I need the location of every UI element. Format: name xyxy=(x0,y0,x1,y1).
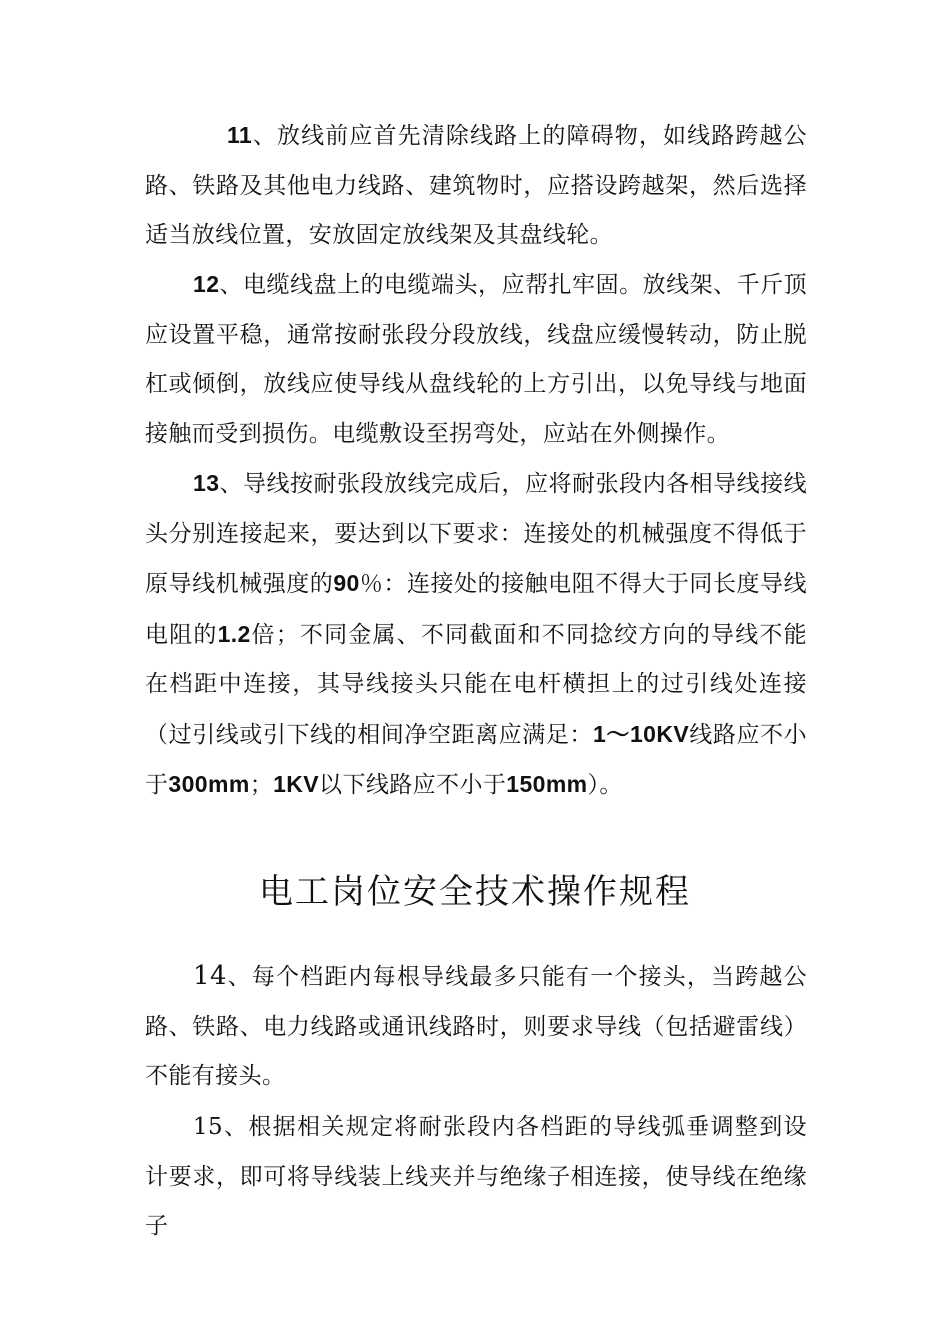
paragraph-12 xyxy=(145,260,807,459)
paragraph-number: 15 xyxy=(193,1114,224,1140)
paragraph-15 xyxy=(145,1103,807,1252)
paragraph-number: 12 xyxy=(193,271,220,297)
paragraph-number: 13 xyxy=(193,470,220,496)
bold-value: 90 xyxy=(333,570,360,596)
paragraph-text: 倍；不同金属、不同截面和不同捻绞方向的导线不能在档距中连接，其导线接头只能在电杆横担上的过引线处连接（过引线或引下线的相间净空距离应满足： xyxy=(145,621,808,748)
paragraph-14 xyxy=(145,952,807,1102)
bold-value: 1～10KV xyxy=(593,720,690,747)
bold-value: 1.2 xyxy=(217,620,251,647)
paragraph-number: 11 xyxy=(227,122,253,148)
paragraph-text: 、每个档距内每根导线最多只能有一个接头，当跨越公路、铁路、电力线路或通讯线路时，则要求导线（包括避雷线）不能有接头。 xyxy=(145,964,807,1089)
section-title: 电工岗位安全技术操作规程 xyxy=(259,872,691,912)
bold-value: 150mm xyxy=(506,771,588,797)
paragraph-text: 、根据相关规定将耐张段内各档距的导线弧垂调整到设计要求，即可将导线装上线夹并与绝缘子相连接，使导线在绝缘子 xyxy=(145,1114,807,1239)
paragraph-text: ）。 xyxy=(587,772,623,798)
paragraph-text: 以下线路应不小于 xyxy=(319,772,507,798)
paragraph-text: 、电缆线盘上的电缆端头，应帮扎牢固。放线架、千斤顶应设置平稳，通常按耐张段分段放线，线盘应缓慢转动，防止脱杠或倾倒，放线应使导线从盘线轮的上方引出，以免导线与地面接触而受到损伤。电缆敷设至拐弯处，应站在外侧操作。 xyxy=(145,272,807,447)
paragraph-number: 14 xyxy=(193,961,227,991)
paragraph-13 xyxy=(145,459,807,811)
paragraph-text: 、导线按耐张段放线完成后，应将耐张段内各相导线接线头分别连接起来，要达到以下要求：连接处的机械强度不得低于原导线机械强度的 xyxy=(145,471,807,597)
paragraph-text: ％：连接处的接触电阻不得大于同长度导线电阻的 xyxy=(145,571,807,648)
paragraph-text: 线路应不小于 xyxy=(145,721,808,798)
bold-value: 1KV xyxy=(273,771,320,797)
bold-value: 300mm xyxy=(168,771,250,797)
paragraph-11 xyxy=(145,111,807,261)
paragraph-text: 、放线前应首先清除线路上的障碍物，如线路跨越公路、铁路及其他电力线路、建筑物时，应搭设跨越架，然后选择适当放线位置，安放固定放线架及其盘线轮。 xyxy=(145,123,807,248)
paragraph-text: ； xyxy=(249,772,274,798)
